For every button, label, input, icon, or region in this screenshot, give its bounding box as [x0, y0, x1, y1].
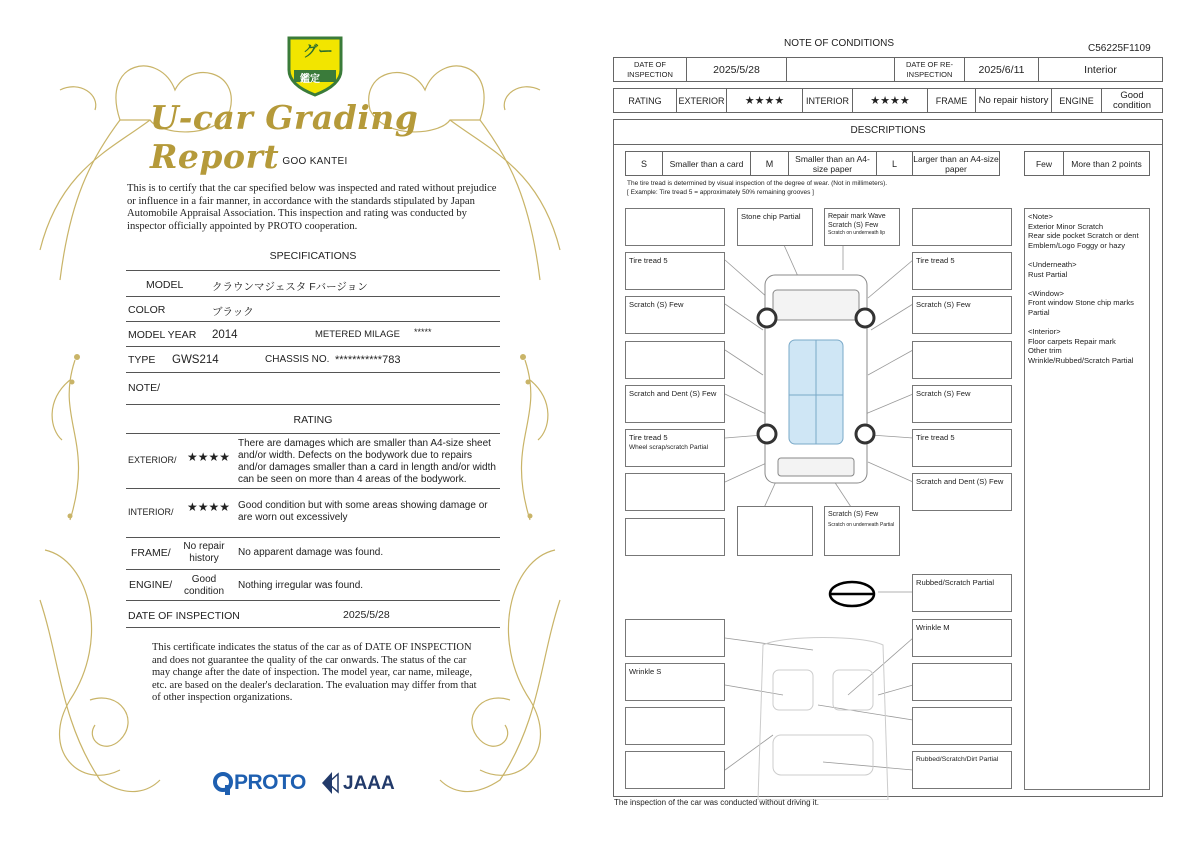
side-note-line: Floor carpets Repair mark — [1028, 336, 1116, 346]
legend-few: Few — [1035, 158, 1053, 169]
steering-wheel-icon — [830, 582, 874, 606]
exterior-description: There are damages which are smaller than A4-size sheet and/or width. Defects on the bodywork due to repairs and/or damages smaller than a card in length and/or width can be seen on more than 4 areas of the bodywork. — [238, 438, 496, 485]
note-box — [625, 707, 725, 745]
note-text: Repair mark Wave Scratch (S) Few Scratch on underneath lip — [828, 213, 886, 236]
note-text: Tire tread 5 — [916, 433, 955, 442]
few-legend — [1024, 151, 1150, 176]
divider — [126, 404, 500, 405]
note-box — [824, 506, 900, 556]
interior-label: INTERIOR/ — [128, 507, 174, 517]
legend-m-desc: Smaller than an A4-size paper — [788, 152, 876, 175]
interior-stars: ★★★★ — [187, 500, 231, 514]
note-text: Tire tread 5 — [916, 256, 955, 265]
side-note-line: Emblem/Logo Foggy or hazy — [1028, 240, 1126, 250]
blank-cell — [786, 58, 894, 81]
color-value: ブラック — [212, 306, 254, 318]
inspection-footer: The inspection of the car was conducted without driving it. — [614, 798, 819, 807]
inspection-date-label: DATE OF INSPECTION — [627, 59, 673, 79]
tire-note-2: [ Example: Tire tread 5 = approximately 50% remaining grooves ] — [627, 189, 814, 196]
frame-value: No repair history — [183, 541, 225, 564]
note-box — [912, 751, 1012, 789]
descriptions-heading: DESCRIPTIONS — [850, 125, 926, 136]
divider — [126, 537, 500, 538]
divider — [126, 321, 500, 322]
note-box — [625, 619, 725, 657]
side-note-line — [1028, 250, 1146, 260]
note-box — [912, 341, 1012, 379]
note-box — [625, 751, 725, 789]
type-value: GWS214 — [172, 354, 219, 366]
engine-label: ENGINE — [1051, 89, 1101, 112]
interior-label: INTERIOR — [802, 89, 852, 112]
note-text: Wrinkle S — [629, 667, 662, 676]
note-text: Rubbed/Scratch Partial — [916, 578, 995, 587]
note-box — [912, 296, 1012, 334]
interior-stars: ★★★★ — [852, 89, 927, 112]
rating-heading: RATING — [293, 414, 333, 426]
side-note-line: Front window Stone chip marks Partial — [1028, 298, 1134, 317]
legend-l: L — [876, 152, 912, 175]
note-text: Scratch (S) Few — [916, 300, 971, 309]
note-box — [625, 208, 725, 246]
proto-logo-text: PROTO — [234, 771, 306, 794]
frame-value: No repair history — [975, 89, 1051, 112]
side-note-line: Rear side pocket Scratch or dent — [1028, 231, 1139, 241]
legend-few-desc: More than 2 points — [1063, 152, 1149, 175]
side-note-line — [1028, 279, 1146, 289]
note-box — [912, 707, 1012, 745]
rating-label: RATING — [628, 95, 662, 106]
badge-main-text: 鑑定 — [300, 74, 320, 85]
report-subtitle: GOO KANTEI — [282, 156, 348, 167]
divider — [126, 372, 500, 373]
note-box — [912, 473, 1012, 511]
legend-s: S — [640, 158, 647, 169]
note-box — [625, 385, 725, 423]
model-year-label: MODEL YEAR — [128, 329, 197, 341]
side-note-line — [1028, 318, 1146, 328]
exterior-label: EXTERIOR/ — [128, 455, 177, 465]
note-title: NOTE OF CONDITIONS — [784, 38, 894, 49]
note-text: Stone chip Partial — [741, 212, 801, 221]
divider — [126, 488, 500, 489]
exterior-stars: ★★★★ — [187, 450, 231, 464]
divider — [613, 144, 1163, 145]
note-text: Tire tread 5 — [629, 256, 668, 265]
note-box — [625, 473, 725, 511]
note-box — [625, 429, 725, 467]
exterior-label: EXTERIOR — [676, 89, 726, 112]
side-note-line: <Note> — [1028, 212, 1053, 221]
frame-label: FRAME — [927, 89, 975, 112]
side-note-line: <Underneath> — [1028, 259, 1077, 269]
note-label: NOTE/ — [128, 382, 161, 394]
note-box — [625, 663, 725, 701]
note-box — [912, 385, 1012, 423]
note-box — [912, 252, 1012, 290]
disclaimer-text: This certificate indicates the status of the car as of DATE OF INSPECTION and does not guarantee the quality of the car onwards. The status of the car may change after the date of inspection. The model year, car name, mileage, etc. are based on the dealer's declaration. The evaluation may differ from that of other inspection organizations. — [152, 642, 477, 703]
note-text: Scratch and Dent (S) Few — [629, 389, 717, 398]
note-box — [625, 341, 725, 379]
note-box — [737, 506, 813, 556]
note-box — [737, 208, 813, 246]
metered-milage-value: ***** — [414, 327, 432, 337]
inspection-date-label: DATE OF INSPECTION — [128, 610, 240, 622]
badge-top-text: グー — [303, 43, 334, 60]
divider — [126, 433, 500, 434]
jaaa-logo-text: JAAA — [343, 773, 395, 794]
side-note-line: <Window> — [1028, 288, 1064, 298]
report-title: U-car Grading Report — [150, 98, 419, 176]
proto-logo-icon — [212, 771, 234, 797]
divider — [126, 346, 500, 347]
legend-s-desc: Smaller than a card — [662, 152, 750, 175]
engine-value: Good condition — [183, 574, 225, 597]
legend-l-desc: Larger than an A4-size paper — [913, 153, 999, 174]
model-value: クラウンマジェスタ Fバージョン — [212, 281, 368, 293]
note-text: Scratch (S) Few — [629, 300, 684, 309]
metered-milage-label: METERED MILAGE — [315, 329, 400, 340]
inspection-date-value: 2025/5/28 — [686, 58, 786, 81]
inspection-dates-row — [613, 57, 1163, 82]
side-note-line: Rust Partial — [1028, 269, 1068, 279]
legend-m: M — [750, 152, 788, 175]
note-box — [912, 619, 1012, 657]
reinspection-date-value: 2025/6/11 — [964, 58, 1038, 81]
model-label: MODEL — [146, 279, 184, 291]
size-legend — [625, 151, 1000, 176]
inspection-date-value: 2025/5/28 — [343, 609, 390, 621]
divider — [126, 569, 500, 570]
interior-description: Good condition but with some areas showing damage or are worn out excessively — [238, 500, 488, 523]
exterior-stars: ★★★★ — [726, 89, 802, 112]
note-text: Tire tread 5 Wheel scrap/scratch Partial — [629, 433, 709, 451]
tire-note-1: The tire tread is determined by visual inspection of the degree of wear. (Not in millimeters). — [627, 180, 888, 187]
specifications-heading: SPECIFICATIONS — [269, 250, 357, 262]
divider — [126, 627, 500, 628]
note-box — [912, 663, 1012, 701]
note-text: Wrinkle M — [916, 623, 950, 632]
jaaa-logo-icon — [320, 770, 342, 796]
note-box — [912, 208, 1012, 246]
model-year-value: 2014 — [212, 329, 238, 341]
type-label: TYPE — [128, 354, 156, 366]
chassis-value: ***********783 — [335, 354, 401, 366]
side-note-line: Other trim — [1028, 346, 1062, 356]
note-text: Rubbed/Scratch/Dirt Partial — [916, 756, 999, 763]
color-label: COLOR — [128, 304, 166, 316]
interior-header: Interior — [1038, 58, 1162, 81]
side-notes-panel — [1024, 208, 1150, 790]
divider — [126, 600, 500, 601]
divider — [126, 270, 500, 271]
note-text: Scratch and Dent (S) Few — [916, 477, 1004, 486]
side-note-line: <Interior> — [1028, 327, 1061, 337]
note-box — [912, 429, 1012, 467]
divider — [126, 296, 500, 297]
rating-row — [613, 88, 1163, 113]
note-text: Scratch (S) Few — [916, 389, 971, 398]
note-box — [625, 296, 725, 334]
engine-description: Nothing irregular was found. — [238, 580, 364, 591]
frame-description: No apparent damage was found. — [238, 547, 384, 558]
frame-label: FRAME/ — [131, 547, 171, 559]
reinspection-date-label: DATE OF RE-INSPECTION — [894, 58, 964, 81]
engine-label: ENGINE/ — [129, 579, 173, 591]
chassis-label: CHASSIS NO. — [265, 354, 330, 365]
side-note-line: Exterior Minor Scratch — [1028, 221, 1104, 231]
document-id: C56225F1109 — [1088, 43, 1151, 54]
engine-value: Good condition — [1101, 89, 1162, 112]
note-box — [824, 208, 900, 246]
certification-text: This is to certify that the car specified below was inspected and rated without prejudice or influence in a fair manner, in accordance with the standards stipulated by Japan Automobile Appraisal Association. This inspection and rating was conducted by inspector officially appointed by PROTO cooperation. — [127, 183, 497, 232]
note-box — [912, 574, 1012, 612]
note-text: Scratch (S) Few Scratch on underneath Partial — [828, 511, 895, 528]
side-note-line: Wrinkle/Rubbed/Scratch Partial — [1028, 355, 1134, 365]
note-box — [625, 518, 725, 556]
note-box — [625, 252, 725, 290]
